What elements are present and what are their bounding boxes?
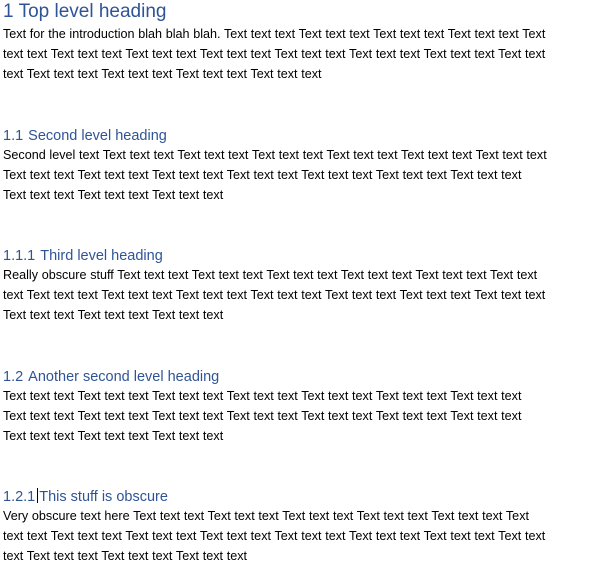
paragraph-line: text text Text text text Text text text Text text text Text text text Text text text Text text text Text text — [3, 528, 546, 543]
paragraph-line: Second level text Text text text Text text text Text text text Text text text Text text text Text text text — [3, 148, 547, 162]
heading-2[interactable] — [3, 126, 607, 146]
heading-title: Another second level heading — [28, 369, 220, 385]
paragraph[interactable] — [3, 25, 607, 84]
heading-number: 1.2.1 — [3, 489, 36, 505]
paragraph-line: text text Text text text Text text text Text text text Text text text Text text text Text text text Text text — [3, 46, 546, 61]
paragraph-line: Really obscure stuff Text text text Text text text Text text text Text text text Text text text Text text — [3, 268, 538, 282]
paragraph[interactable] — [3, 507, 607, 566]
heading-number: 1.1 — [3, 128, 24, 144]
paragraph-line: Very obscure text here Text text text Text text text Text text text Text text text Text text text Text — [3, 509, 529, 523]
heading-title: Top level heading — [18, 1, 167, 22]
paragraph-line: Text text text Text text text Text text text — [3, 187, 224, 202]
section-third-level — [3, 246, 607, 325]
heading-number: 1 — [3, 1, 14, 22]
section-second-level — [3, 126, 607, 205]
heading-title: This stuff is obscure — [39, 489, 168, 505]
paragraph-line: text Text text text Text text text Text text text — [3, 548, 247, 563]
section-another-second-level — [3, 367, 607, 446]
paragraph-line: Text text text Text text text Text text text Text text text Text text text Text text text Text text text — [3, 389, 522, 403]
heading-3[interactable] — [3, 487, 607, 507]
heading-title: Second level heading — [28, 128, 167, 144]
paragraph-line: Text text text Text text text Text text text — [3, 428, 224, 443]
paragraph-line: Text for the introduction blah blah blah. Text text text Text text text Text text text Text text text Text — [3, 27, 546, 41]
heading-3[interactable] — [3, 246, 607, 266]
heading-number: 1.2 — [3, 369, 24, 385]
paragraph[interactable] — [3, 266, 607, 325]
paragraph-line: text Text text text Text text text Text text text Text text text — [3, 66, 322, 81]
paragraph-line: Text text text Text text text Text text text Text text text Text text text Text text text Text text text — [3, 167, 522, 182]
paragraph[interactable] — [3, 387, 607, 446]
section-top-level — [3, 0, 607, 84]
paragraph[interactable] — [3, 146, 607, 205]
heading-number: 1.1.1 — [3, 248, 36, 264]
heading-1[interactable] — [3, 0, 607, 24]
paragraph-line: Text text text Text text text Text text text Text text text Text text text Text text text Text text text — [3, 408, 522, 423]
paragraph-line: Text text text Text text text Text text text — [3, 307, 224, 322]
section-obscure — [3, 487, 607, 566]
paragraph-line: text Text text text Text text text Text text text Text text text Text text text Text text text Text text text — [3, 287, 546, 302]
heading-title: Third level heading — [40, 248, 163, 264]
heading-2[interactable] — [3, 367, 607, 387]
